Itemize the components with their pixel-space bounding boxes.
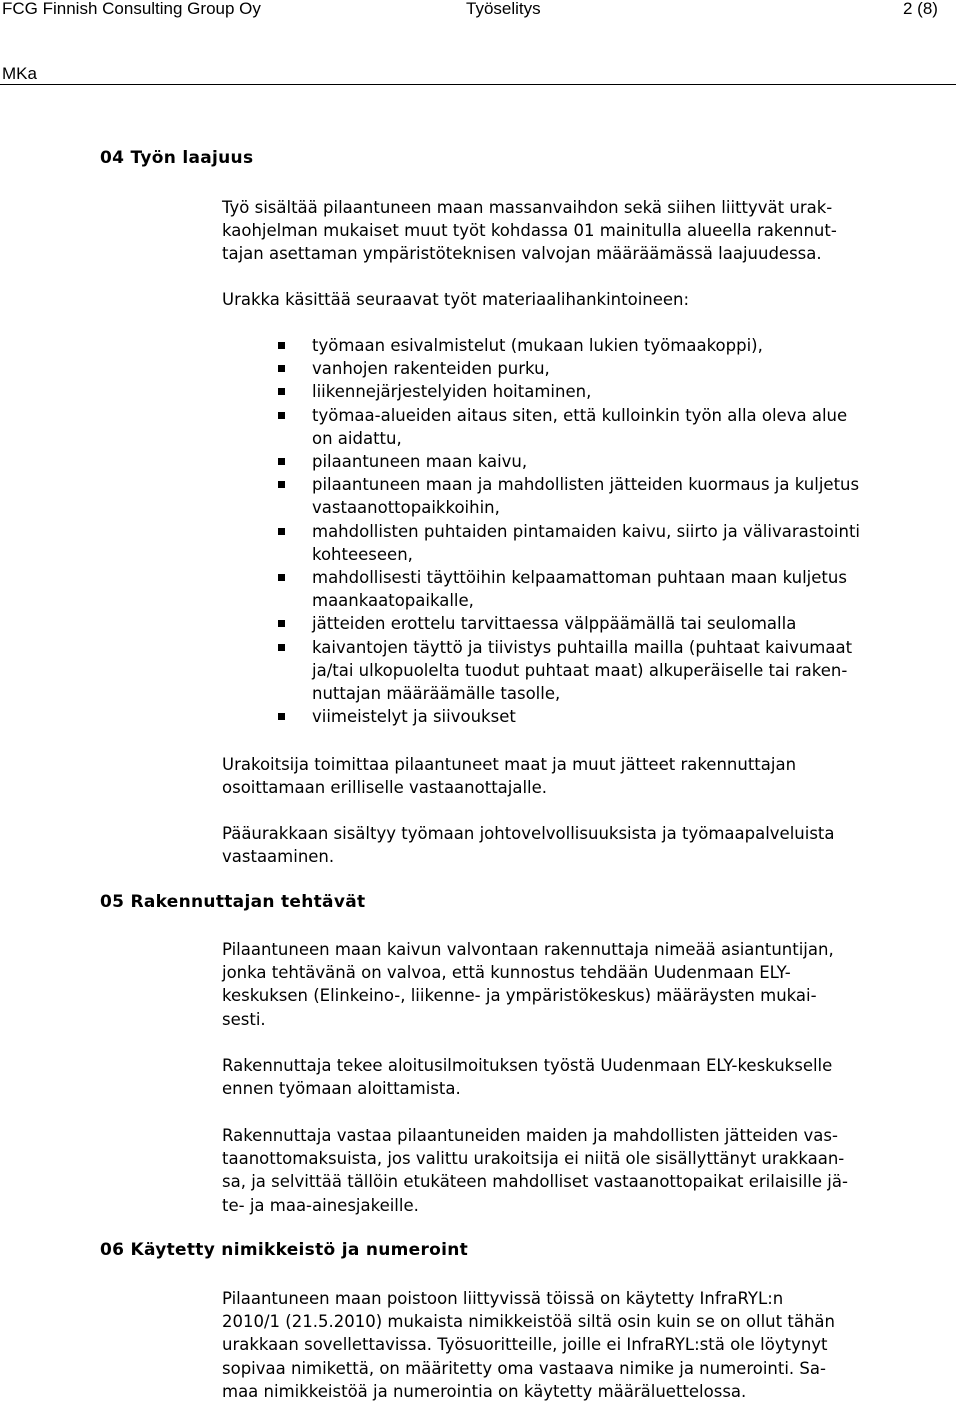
page-header bbox=[0, 0, 960, 84]
text-line: pilaantuneen maan kaivu, bbox=[312, 452, 528, 472]
section-06-paragraph-1 bbox=[222, 1287, 952, 1403]
list-item bbox=[270, 612, 860, 635]
text-line: osoittamaan erilliselle vastaanottajalle. bbox=[222, 778, 548, 798]
text-line: taanottomaksuista, jos valittu urakoitsija ei niitä ole sisällyttänyt urakkaan- bbox=[222, 1149, 845, 1169]
text-line: työmaan esivalmistelut (mukaan lukien työmaakoppi), bbox=[312, 336, 763, 355]
text-line: kaohjelman mukaiset muut työt kohdassa 01 mainitulla alueella rakennut- bbox=[222, 221, 837, 241]
text-line: sopivaa nimikettä, on määritetty oma vastaava nimike ja numerointi. Sa- bbox=[222, 1358, 826, 1378]
text-line: maa nimikkeistöä ja numerointia on käytetty määräluettelossa. bbox=[222, 1381, 747, 1401]
section-04-heading: 04 Työn laajuus bbox=[100, 148, 254, 168]
page-number: 2 (8) bbox=[903, 0, 938, 18]
text-line: Pilaantuneen maan kaivun valvontaan rakennuttaja nimeää asiantuntijan, bbox=[222, 940, 834, 959]
text-line: 2010/1 (21.5.2010) mukaista nimikkeistöä siltä osin kuin se on ollut tähän bbox=[222, 1312, 835, 1332]
section-06-heading: 06 Käytetty nimikkeistö ja numeroint bbox=[100, 1240, 469, 1260]
text-line: työmaa-alueiden aitaus siten, että kulloinkin työn alla oleva alue bbox=[312, 405, 848, 425]
text-line: Rakennuttaja vastaa pilaantuneiden maiden ja mahdollisten jätteiden vas- bbox=[222, 1126, 838, 1145]
text-line: kaivantojen täyttö ja tiivistys puhtailla mailla (puhtaat kaivumaat bbox=[312, 637, 853, 657]
bullet-square-icon bbox=[278, 528, 285, 535]
text-line: liikennejärjestelyiden hoitaminen, bbox=[312, 382, 592, 402]
bullet-square-icon bbox=[278, 644, 285, 651]
bullet-square-icon bbox=[278, 342, 285, 349]
text-line: viimeistelyt ja siivoukset bbox=[312, 707, 516, 727]
text-line: mahdollisten puhtaiden pintamaiden kaivu, siirto ja välivarastointi bbox=[312, 521, 860, 541]
text-line: vanhojen rakenteiden purku, bbox=[312, 359, 550, 379]
company-name: FCG Finnish Consulting Group Oy bbox=[2, 0, 261, 18]
bullet-square-icon bbox=[278, 365, 285, 372]
text-line: Pääurakkaan sisältyy työmaan johtovelvollisuuksista ja työmaapalveluista bbox=[222, 824, 835, 843]
text-line: jätteiden erottelu tarvittaessa välppäämällä tai seulomalla bbox=[312, 614, 797, 634]
section-04-paragraph-2 bbox=[222, 753, 952, 799]
bullet-square-icon bbox=[278, 481, 285, 488]
list-item bbox=[270, 520, 860, 566]
text-line: vastaanottopaikkoihin, bbox=[312, 498, 500, 518]
text-line: ennen työmaan aloittamista. bbox=[222, 1079, 461, 1099]
header-divider bbox=[0, 84, 956, 85]
text-line: urakkaan sovellettavissa. Työsuoritteille, joille ei InfraRYL:stä ole löytynyt bbox=[222, 1335, 828, 1355]
list-item bbox=[270, 357, 860, 380]
list-item bbox=[270, 566, 860, 612]
section-05-heading: 05 Rakennuttajan tehtävät bbox=[100, 892, 366, 912]
text-line: vastaaminen. bbox=[222, 847, 335, 867]
bullet-square-icon bbox=[278, 412, 285, 419]
bullet-square-icon bbox=[278, 620, 285, 627]
bullet-square-icon bbox=[278, 713, 285, 720]
text-line: Urakka käsittää seuraavat työt materiaalihankintoineen: bbox=[222, 290, 690, 309]
list-item bbox=[270, 636, 860, 706]
text-line: kohteeseen, bbox=[312, 544, 413, 564]
section-05-paragraph-2 bbox=[222, 1054, 952, 1100]
text-line: sa, ja selvittää tällöin etukäteen mahdolliset vastaanottopaikat erilaisille jä- bbox=[222, 1172, 848, 1192]
text-line: nuttajan määräämälle tasolle, bbox=[312, 684, 561, 704]
section-04-intro bbox=[222, 196, 952, 266]
work-items-list bbox=[270, 334, 860, 728]
section-04-list-intro bbox=[222, 288, 952, 311]
list-item bbox=[270, 404, 860, 450]
bullet-square-icon bbox=[278, 458, 285, 465]
section-05-paragraph-1 bbox=[222, 938, 952, 1031]
text-line: te- ja maa-ainesjakeille. bbox=[222, 1195, 419, 1215]
text-line: Pilaantuneen maan poistoon liittyvissä töissä on käytetty InfraRYL:n bbox=[222, 1289, 784, 1308]
text-line: Urakoitsija toimittaa pilaantuneet maat ja muut jätteet rakennuttajan bbox=[222, 755, 797, 774]
document-type: Työselitys bbox=[466, 0, 541, 18]
text-line: mahdollisesti täyttöihin kelpaamattoman puhtaan maan kuljetus bbox=[312, 568, 847, 588]
list-item bbox=[270, 380, 860, 403]
author-initials: MKa bbox=[2, 64, 37, 83]
text-line: keskuksen (Elinkeino-, liikenne- ja ympäristökeskus) määräysten mukai- bbox=[222, 986, 817, 1006]
text-line: Työ sisältää pilaantuneen maan massanvaihdon sekä siihen liittyvät urak- bbox=[222, 198, 833, 217]
text-line: ja/tai ulkopuolelta tuodut puhtaat maat) alkuperäiselle tai raken- bbox=[312, 660, 848, 680]
list-item bbox=[270, 334, 860, 357]
text-line: maankaatopaikalle, bbox=[312, 591, 474, 611]
bullet-square-icon bbox=[278, 574, 285, 581]
list-item bbox=[270, 473, 860, 519]
section-05-paragraph-3 bbox=[222, 1124, 952, 1217]
text-line: on aidattu, bbox=[312, 428, 402, 448]
text-line: pilaantuneen maan ja mahdollisten jätteiden kuormaus ja kuljetus bbox=[312, 475, 860, 495]
text-line: tajan asettaman ympäristöteknisen valvojan määräämässä laajuudessa. bbox=[222, 244, 822, 264]
text-line: sesti. bbox=[222, 1009, 266, 1029]
bullet-square-icon bbox=[278, 388, 285, 395]
list-item bbox=[270, 705, 860, 728]
text-line: Rakennuttaja tekee aloitusilmoituksen työstä Uudenmaan ELY-keskukselle bbox=[222, 1056, 833, 1075]
list-item bbox=[270, 450, 860, 473]
text-line: jonka tehtävänä on valvoa, että kunnostus tehdään Uudenmaan ELY- bbox=[222, 963, 791, 983]
section-04-paragraph-3 bbox=[222, 822, 952, 868]
